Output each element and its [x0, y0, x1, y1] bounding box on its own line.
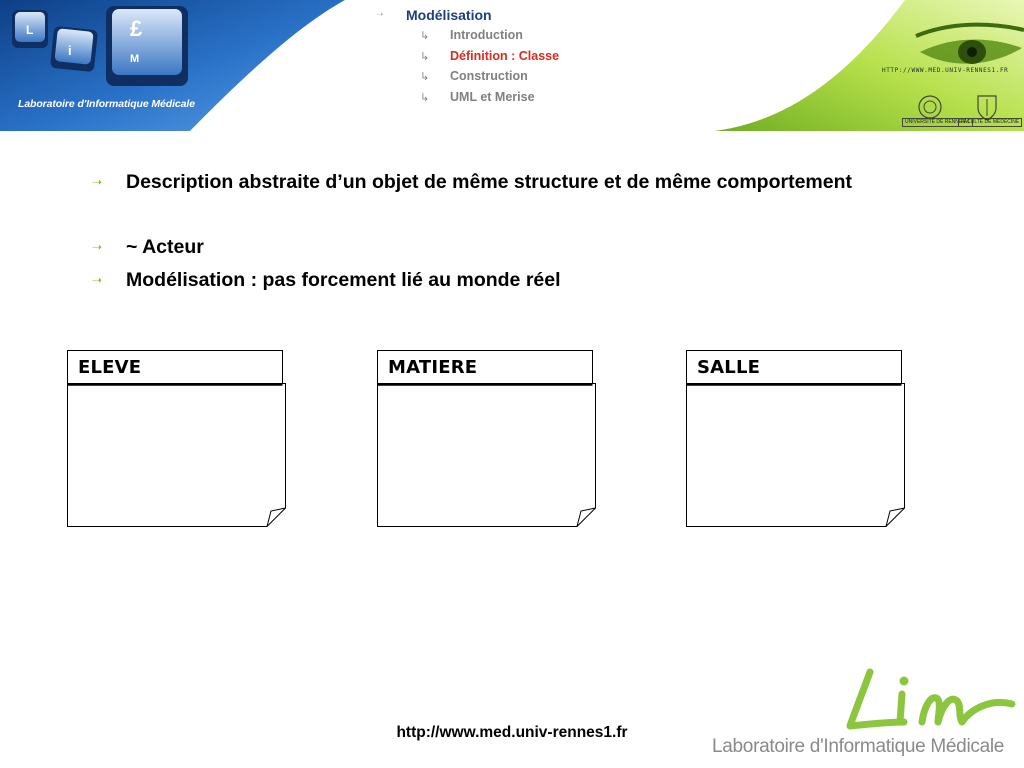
- bullet-text: ~ Acteur: [126, 236, 204, 258]
- bullet-arrow-icon: ➝: [92, 175, 103, 189]
- lab-name-banner: Laboratoire d'Informatique Médicale: [18, 98, 195, 110]
- svg-text:M: M: [130, 53, 140, 65]
- lim-logo-icon: [840, 664, 1024, 736]
- nav-item-label: Définition : Classe: [450, 48, 560, 63]
- class-name: SALLE: [697, 357, 761, 378]
- svg-text:£: £: [130, 16, 143, 41]
- arrow-right-icon: ➝: [376, 9, 384, 19]
- eye-banner-graphic: [690, 0, 1024, 131]
- class-box-salle[interactable]: [686, 350, 906, 528]
- nav-item-label: UML et Merise: [450, 89, 535, 104]
- sub-arrow-icon: ↳: [420, 71, 430, 83]
- bullet-text: Description abstraite d’un objet de même structure et de même comportement: [126, 171, 853, 193]
- sub-arrow-icon: ↳: [420, 30, 430, 42]
- keyboard-key-i: [50, 26, 98, 72]
- keyboard-banner-graphic: [0, 0, 345, 131]
- sub-arrow-icon: ↳: [420, 50, 430, 63]
- footer-url-text[interactable]: http://www.med.univ-rennes1.fr: [396, 724, 628, 741]
- banner-site-url: HTTP://WWW.MED.UNIV-RENNES1.FR: [882, 67, 1009, 74]
- university-logo-label: UNIVERSITÉ DE RENNES 1: [902, 118, 973, 127]
- faculty-logo-label: FACULTÉ DE MÉDECINE: [958, 118, 1022, 127]
- svg-text:L: L: [26, 23, 34, 37]
- nav-item-label: Introduction: [450, 28, 523, 42]
- class-name: MATIERE: [388, 357, 478, 378]
- nav-item-label: Construction: [450, 69, 528, 83]
- bullet-arrow-icon: ➝: [92, 273, 103, 287]
- class-box-eleve[interactable]: [67, 350, 287, 528]
- svg-text:Lim: Lim: [840, 664, 842, 665]
- header-banner-left: [0, 0, 345, 131]
- keyboard-key-pound: [106, 6, 188, 86]
- lim-tagline: Laboratoire d'Informatique Médicale: [712, 736, 1005, 757]
- class-name: ELEVE: [78, 357, 142, 378]
- class-box-matiere[interactable]: [377, 350, 597, 528]
- svg-text:i: i: [68, 43, 72, 58]
- bullet-arrow-icon: ➝: [92, 240, 103, 254]
- header-banner-right: [690, 0, 1024, 131]
- sub-arrow-icon: ↳: [420, 91, 430, 104]
- nav-section-label: Modélisation: [406, 7, 492, 23]
- bullet-text: Modélisation : pas forcement lié au monde réel: [126, 269, 561, 291]
